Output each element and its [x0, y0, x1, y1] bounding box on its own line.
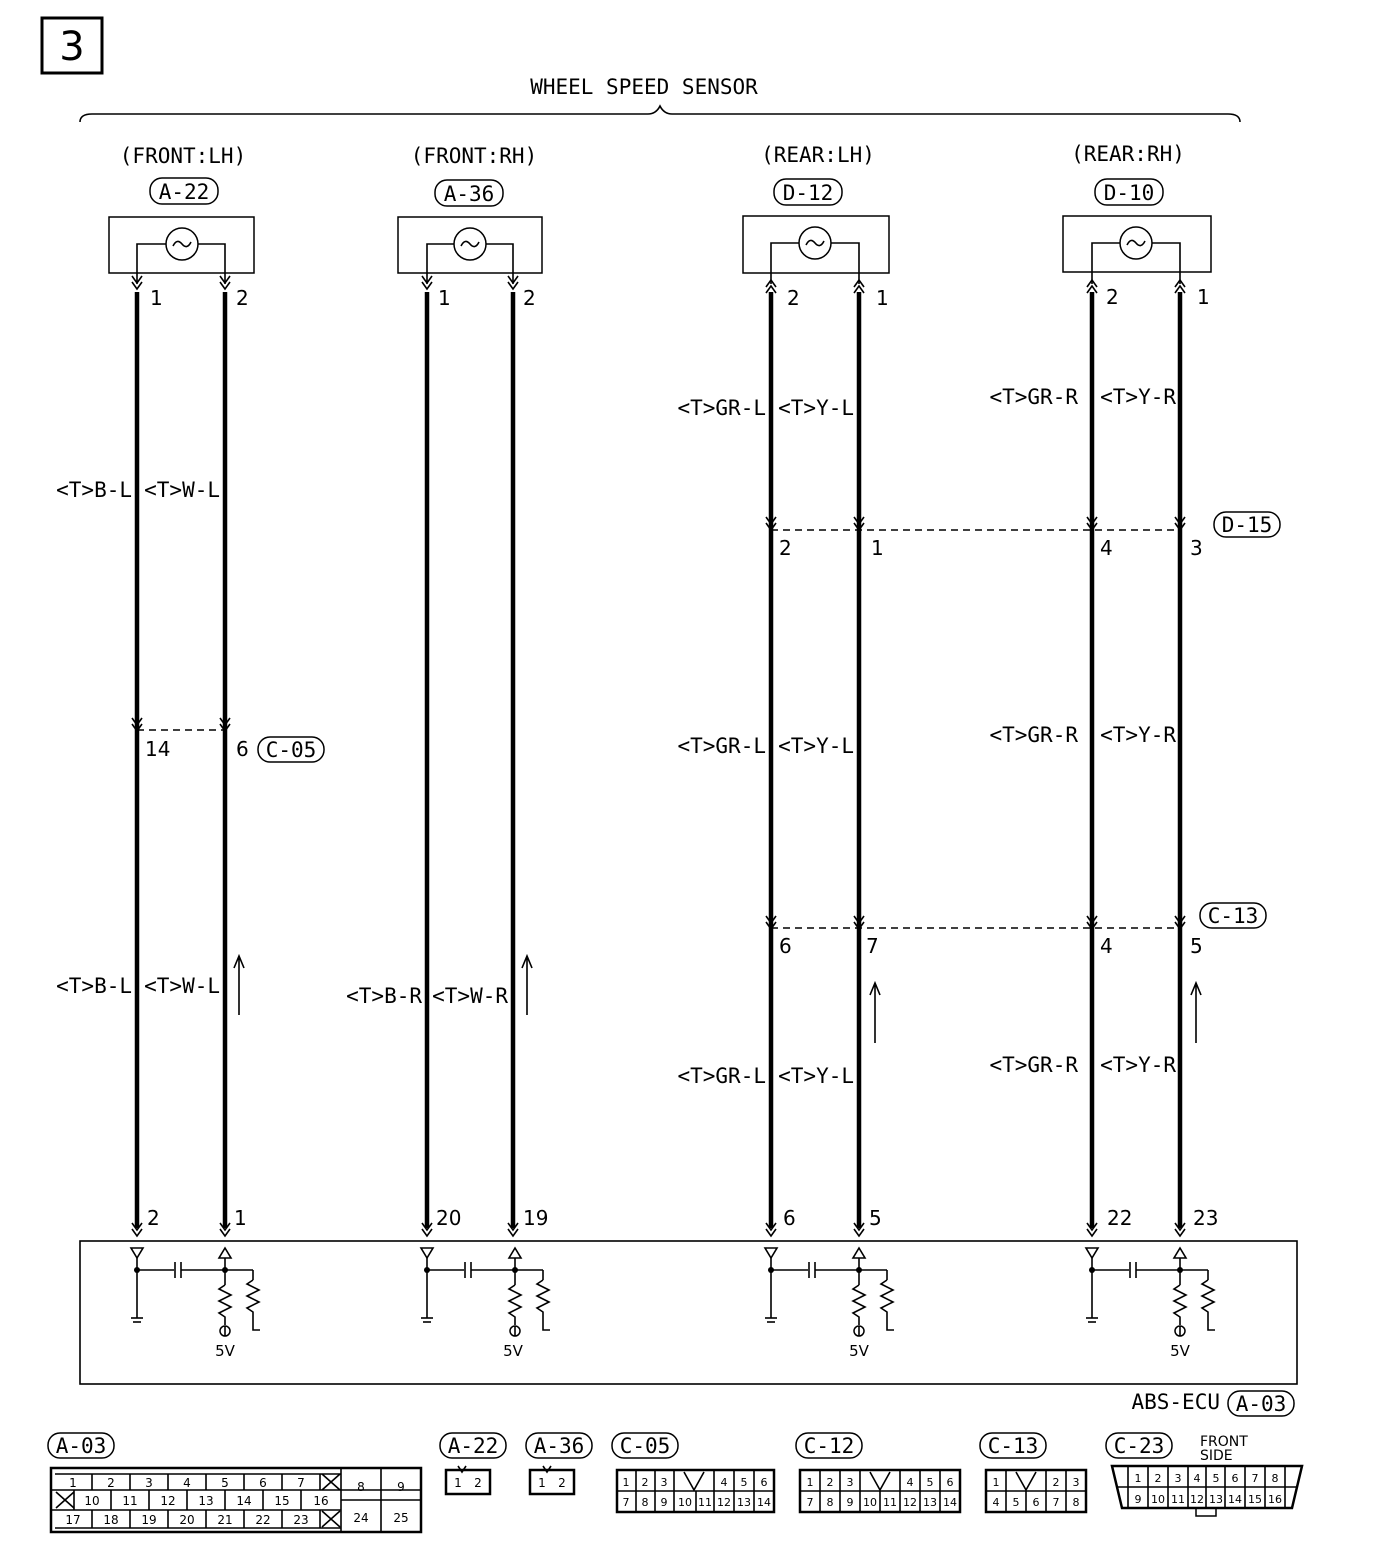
pin-label: 2	[826, 1476, 834, 1489]
pin-label: 8	[1271, 1472, 1279, 1485]
pin-label: 2	[147, 1206, 160, 1230]
junction-connector-label: C-05	[265, 738, 317, 762]
pin-label: 1	[622, 1476, 630, 1489]
connector-view-label: A-36	[533, 1434, 585, 1458]
pin-label: 3	[1190, 536, 1203, 560]
pin-label: 1	[806, 1476, 814, 1489]
supply-voltage-label: 5V	[215, 1342, 235, 1360]
pin-label: 3	[1174, 1472, 1182, 1485]
supply-voltage-label: 5V	[1170, 1342, 1190, 1360]
pin-label: 3	[145, 1476, 153, 1490]
pin-label: 10	[1151, 1493, 1165, 1506]
pin-label: 14	[145, 737, 171, 761]
pin-label: 6	[236, 737, 249, 761]
pin-label: 5	[926, 1476, 934, 1489]
page-number-box	[42, 18, 102, 73]
pin-label: 2	[787, 286, 800, 310]
pin-label: 2	[1106, 285, 1119, 309]
pin-label: 13	[1209, 1493, 1223, 1506]
pin-label: 10	[863, 1496, 877, 1509]
pin-label: 1	[454, 1476, 462, 1490]
pin-label: 4	[906, 1476, 914, 1489]
pin-label: 19	[141, 1513, 157, 1527]
pin-label: 14	[1228, 1493, 1242, 1506]
pin-label: 16	[313, 1494, 329, 1508]
junction-c13	[766, 903, 1266, 958]
pin-label: 24	[353, 1511, 369, 1525]
pin-label: 9	[1134, 1493, 1142, 1506]
sensor-position-label: (REAR:LH)	[761, 143, 875, 167]
wire-color-label: <T>GR-R	[989, 1053, 1078, 1077]
pin-label: 1	[69, 1476, 77, 1490]
wire-color-label: <T>Y-L	[778, 396, 854, 420]
wire-color-label: <T>Y-R	[1100, 1053, 1176, 1077]
pin-label: 15	[274, 1494, 290, 1508]
pin-label: 9	[660, 1496, 668, 1509]
wire-color-label: <T>Y-R	[1100, 723, 1176, 747]
pin-label: 16	[1268, 1493, 1282, 1506]
wire-color-label: <T>W-L	[144, 974, 220, 998]
pin-label: 5	[1212, 1472, 1220, 1485]
wire-color-label: <T>Y-L	[778, 734, 854, 758]
sensor-front-rh	[398, 144, 542, 310]
pin-label: 5	[869, 1206, 882, 1230]
pin-label: 11	[122, 1494, 138, 1508]
connector-view-c23	[1106, 1433, 1302, 1516]
wire-color-label: <T>GR-L	[677, 734, 766, 758]
pin-label: 13	[737, 1496, 751, 1509]
pin-label: 8	[641, 1496, 649, 1509]
wire-color-label: <T>GR-L	[677, 396, 766, 420]
pin-label: 10	[84, 1494, 100, 1508]
pin-label: 2	[474, 1476, 482, 1490]
pin-label: 7	[806, 1496, 814, 1509]
pin-label: 12	[1190, 1493, 1204, 1506]
wire-color-label: <T>B-L	[56, 478, 132, 502]
pin-label: 1	[150, 286, 163, 310]
pin-label: 2	[558, 1476, 566, 1490]
diagram-title: WHEEL SPEED SENSOR	[530, 75, 758, 99]
pin-label: 6	[1231, 1472, 1239, 1485]
pin-label: 14	[757, 1496, 771, 1509]
pin-label: 1	[234, 1206, 247, 1230]
junction-connector-label: D-15	[1221, 513, 1273, 537]
pin-label: 3	[1072, 1476, 1080, 1489]
pin-label: 6	[946, 1476, 954, 1489]
sensor-position-label: (FRONT:LH)	[119, 144, 247, 168]
sensor-front-lh	[109, 144, 254, 310]
wire-color-label: <T>Y-L	[778, 1064, 854, 1088]
pin-label: 5	[1190, 934, 1203, 958]
connector-view-c05	[612, 1433, 774, 1512]
wire-color-label: <T>GR-R	[989, 385, 1078, 409]
pin-label: 12	[903, 1496, 917, 1509]
sensor-connector-label: D-12	[782, 181, 834, 205]
pin-label: 22	[1107, 1206, 1133, 1230]
junction-d15	[766, 512, 1280, 560]
pin-label: 11	[883, 1496, 897, 1509]
pin-label: 3	[846, 1476, 854, 1489]
pin-label: 6	[259, 1476, 267, 1490]
pin-label: 7	[1052, 1496, 1060, 1509]
connector-view-a22	[440, 1433, 506, 1494]
connector-view-label: C-13	[987, 1434, 1039, 1458]
pin-label: 6	[783, 1206, 796, 1230]
sensor-connector-label: A-22	[158, 180, 210, 204]
pin-label: 1	[992, 1476, 1000, 1489]
pin-label: 25	[393, 1511, 409, 1525]
pin-label: 13	[198, 1494, 214, 1508]
supply-voltage-label: 5V	[503, 1342, 523, 1360]
junction-c05	[132, 718, 324, 762]
pin-label: 4	[183, 1476, 191, 1490]
pin-label: 20	[179, 1513, 195, 1527]
sensor-position-label: (FRONT:RH)	[410, 144, 538, 168]
pin-label: 5	[221, 1476, 229, 1490]
pin-label: 4	[992, 1496, 1000, 1509]
pin-label: 22	[255, 1513, 271, 1527]
pin-label: 7	[622, 1496, 630, 1509]
ecu-pins	[132, 1206, 1218, 1236]
pin-label: 19	[523, 1206, 549, 1230]
pin-label: 7	[297, 1476, 305, 1490]
pin-label: 2	[1052, 1476, 1060, 1489]
sensor-rear-lh	[743, 143, 889, 310]
pin-label: 20	[436, 1206, 462, 1230]
page-number: 3	[59, 24, 85, 70]
ecu-connector-label: A-03	[1235, 1392, 1287, 1416]
sensor-rear-rh	[1063, 142, 1211, 309]
pin-label: 2	[641, 1476, 649, 1489]
pin-label: 2	[236, 286, 249, 310]
connector-view-label: C-05	[619, 1434, 671, 1458]
ecu-box	[80, 1241, 1297, 1384]
pin-label: 21	[217, 1513, 233, 1527]
pin-label: 2	[523, 286, 536, 310]
pin-label: 4	[1100, 934, 1113, 958]
connector-view-c13	[980, 1433, 1086, 1512]
pin-label: 6	[1032, 1496, 1040, 1509]
sensor-box	[109, 217, 254, 273]
ecu-input-circuit	[131, 1248, 260, 1336]
pin-label: 9	[397, 1480, 405, 1494]
pin-label: 5	[1012, 1496, 1020, 1509]
pin-label: 12	[160, 1494, 176, 1508]
pin-label: 8	[357, 1480, 365, 1494]
pin-label: 2	[779, 536, 792, 560]
pin-label: 12	[717, 1496, 731, 1509]
pin-label: 11	[698, 1496, 712, 1509]
wire-color-label: <T>W-L	[144, 478, 220, 502]
wire-color-label: <T>B-L	[56, 974, 132, 998]
ecu-name: ABS-ECU	[1131, 1390, 1220, 1414]
pin-label: 14	[943, 1496, 957, 1509]
pin-label: 6	[779, 934, 792, 958]
pin-label: 23	[1193, 1206, 1219, 1230]
pin-label: 17	[65, 1513, 81, 1527]
pin-label: 14	[236, 1494, 252, 1508]
sensor-arrows	[132, 276, 1185, 293]
wire-color-label: <T>GR-L	[677, 1064, 766, 1088]
pin-label: 1	[438, 286, 451, 310]
sensor-connector-label: D-10	[1103, 181, 1155, 205]
sensor-position-label: (REAR:RH)	[1071, 142, 1185, 166]
pin-label: 1	[871, 536, 884, 560]
pin-label: 1	[876, 286, 889, 310]
pin-label: 4	[720, 1476, 728, 1489]
pin-label: 13	[923, 1496, 937, 1509]
wire-color-label: <T>GR-R	[989, 723, 1078, 747]
title-brace	[80, 106, 1240, 122]
pin-label: 7	[866, 934, 879, 958]
pin-label: 9	[846, 1496, 854, 1509]
pin-label: 1	[1197, 285, 1210, 309]
wire-color-label: <T>B-R	[346, 984, 422, 1008]
connector-view-label: C-23	[1113, 1434, 1165, 1458]
wire-color-label: <T>Y-R	[1100, 385, 1176, 409]
pin-label: 1	[1134, 1472, 1142, 1485]
connector-view-a03	[48, 1433, 421, 1532]
pin-label: 18	[103, 1513, 119, 1527]
pin-label: 10	[678, 1496, 692, 1509]
connector-view-c12	[796, 1433, 960, 1512]
pin-label: 23	[293, 1513, 309, 1527]
pin-label: 4	[1100, 536, 1113, 560]
connector-view-label: A-22	[447, 1434, 499, 1458]
junction-connector-label: C-13	[1207, 904, 1259, 928]
pin-label: 1	[538, 1476, 546, 1490]
pin-label: 11	[1171, 1493, 1185, 1506]
pin-label: 3	[660, 1476, 668, 1489]
wire-color-label: <T>W-R	[432, 984, 508, 1008]
pin-label: 6	[760, 1476, 768, 1489]
supply-voltage-label: 5V	[849, 1342, 869, 1360]
pin-label: 7	[1251, 1472, 1259, 1485]
connector-view-label: C-12	[803, 1434, 855, 1458]
pin-label: 8	[1072, 1496, 1080, 1509]
connector-view-a36	[526, 1433, 592, 1494]
pin-label: 5	[740, 1476, 748, 1489]
front-side-note: FRONT	[1200, 1434, 1248, 1450]
sensor-connector-label: A-36	[443, 182, 495, 206]
front-side-note: SIDE	[1200, 1448, 1233, 1464]
pin-label: 2	[107, 1476, 115, 1490]
connector-view-label: A-03	[55, 1434, 107, 1458]
pin-label: 15	[1248, 1493, 1262, 1506]
pin-label: 8	[826, 1496, 834, 1509]
pin-label: 4	[1193, 1472, 1201, 1485]
pin-label: 2	[1154, 1472, 1162, 1485]
